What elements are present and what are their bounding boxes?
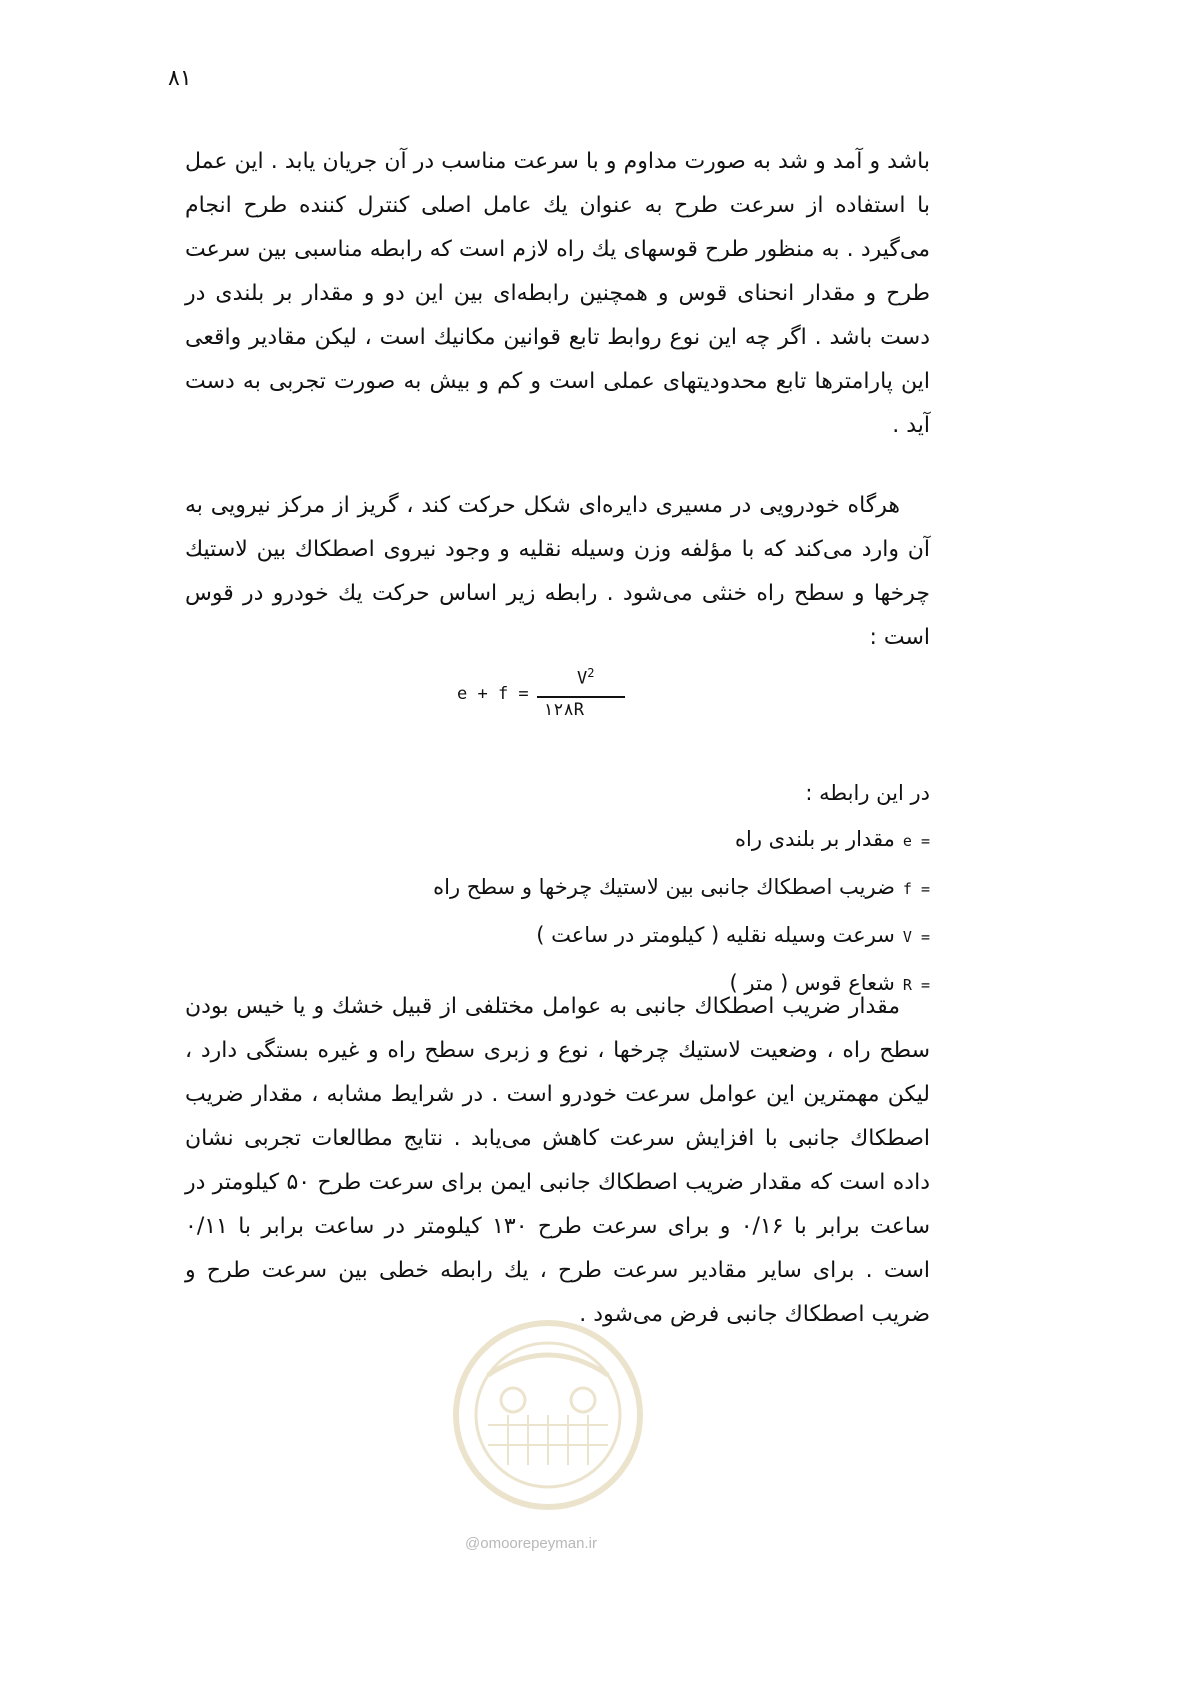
paragraph-2-text: هرگاه خودرویی در مسیری دایره‌ای شکل حرکت کند ، گریز از مرکز نیرویی به آن وارد می‌کند که با مؤلفه وزن وسیله نقلیه و وجود نیروی اصطکاك بین لاستیك چرخها و سطح راه خنثی می‌شود . رابطه زیر اساس حرکت یك خودرو در قوس است : — [185, 493, 930, 650]
formula-denominator: ۱۲۸R — [543, 700, 584, 720]
definition-symbol: f = — [902, 880, 930, 898]
definition-text: شعاع قوس ( متر ) — [729, 971, 895, 995]
fraction-bar — [537, 696, 625, 698]
watermark-seal-icon — [448, 1315, 648, 1515]
page-number: ۸۱ — [168, 66, 192, 91]
definition-symbol: V = — [902, 928, 930, 946]
paragraph-1-text: باشد و آمد و شد به صورت مداوم و با سرعت مناسب در آن جریان یابد . این عمل با استفاده از سرعت طرح به عنوان یك عامل اصلی کنترل کننده طرح انجام می‌گیرد . به منظور طرح قوسهای یك راه لازم است که رابطه مناسبی بین سرعت طرح و مقدار انحنای قوس و همچنین رابطه‌ای بین این دو و مقدار بر بلندی در دست باشد . اگر چه این نوع روابط تابع قوانین مکانیك است ، لیکن مقادیر واقعی این پارامترها تابع محدودیتهای عملی است و کم و بیش به صورت تجربی به دست آید . — [185, 149, 930, 438]
formula-numerator-base: V — [577, 668, 588, 689]
definitions-list — [433, 770, 930, 1008]
definition-symbol: e = — [902, 832, 930, 850]
definition-text: مقدار بر بلندی راه — [735, 827, 895, 851]
definitions-title: در این رابطه : — [805, 781, 930, 805]
definition-symbol: R = — [902, 976, 930, 994]
watermark-url: @omoorepeyman.ir — [465, 1535, 597, 1552]
paragraph-3 — [185, 985, 930, 1337]
paragraph-3-text: مقدار ضریب اصطکاك جانبی به عوامل مختلفی از قبیل خشك و یا خیس بودن سطح راه ، وضعیت لاستیك چرخها ، نوع و زبری سطح راه و غیره بستگی دارد ، لیکن مهمترین این عوامل سرعت خودرو است . در شرایط مشابه ، مقدار ضریب اصطکاك جانبی با افزایش سرعت کاهش می‌یابد . نتایج مطالعات تجربی نشان داده است که مقدار ضریب اصطکاك جانبی ایمن برای سرعت طرح ۵۰ کیلومتر در ساعت برابر با ۰/۱۶ و برای سرعت طرح ۱۳۰ کیلومتر در ساعت برابر با ۰/۱۱ است . برای سایر مقادیر سرعت طرح ، یك رابطه خطی بین سرعت طرح و ضریب اصطکاك جانبی فرض می‌شود . — [185, 994, 931, 1327]
paragraph-2 — [185, 484, 930, 660]
formula-exponent: 2 — [587, 666, 595, 680]
definition-item — [433, 864, 930, 912]
paragraph-1 — [185, 140, 930, 448]
formula-lhs: e + f = — [457, 684, 529, 704]
definition-text: سرعت وسیله نقلیه ( کیلومتر در ساعت ) — [536, 923, 895, 947]
formula-numerator — [577, 666, 594, 689]
formula — [455, 660, 655, 730]
definition-text: ضریب اصطکاك جانبی بین لاستیك چرخها و سطح راه — [433, 875, 895, 899]
definition-item — [433, 816, 930, 864]
definition-item — [433, 912, 930, 960]
